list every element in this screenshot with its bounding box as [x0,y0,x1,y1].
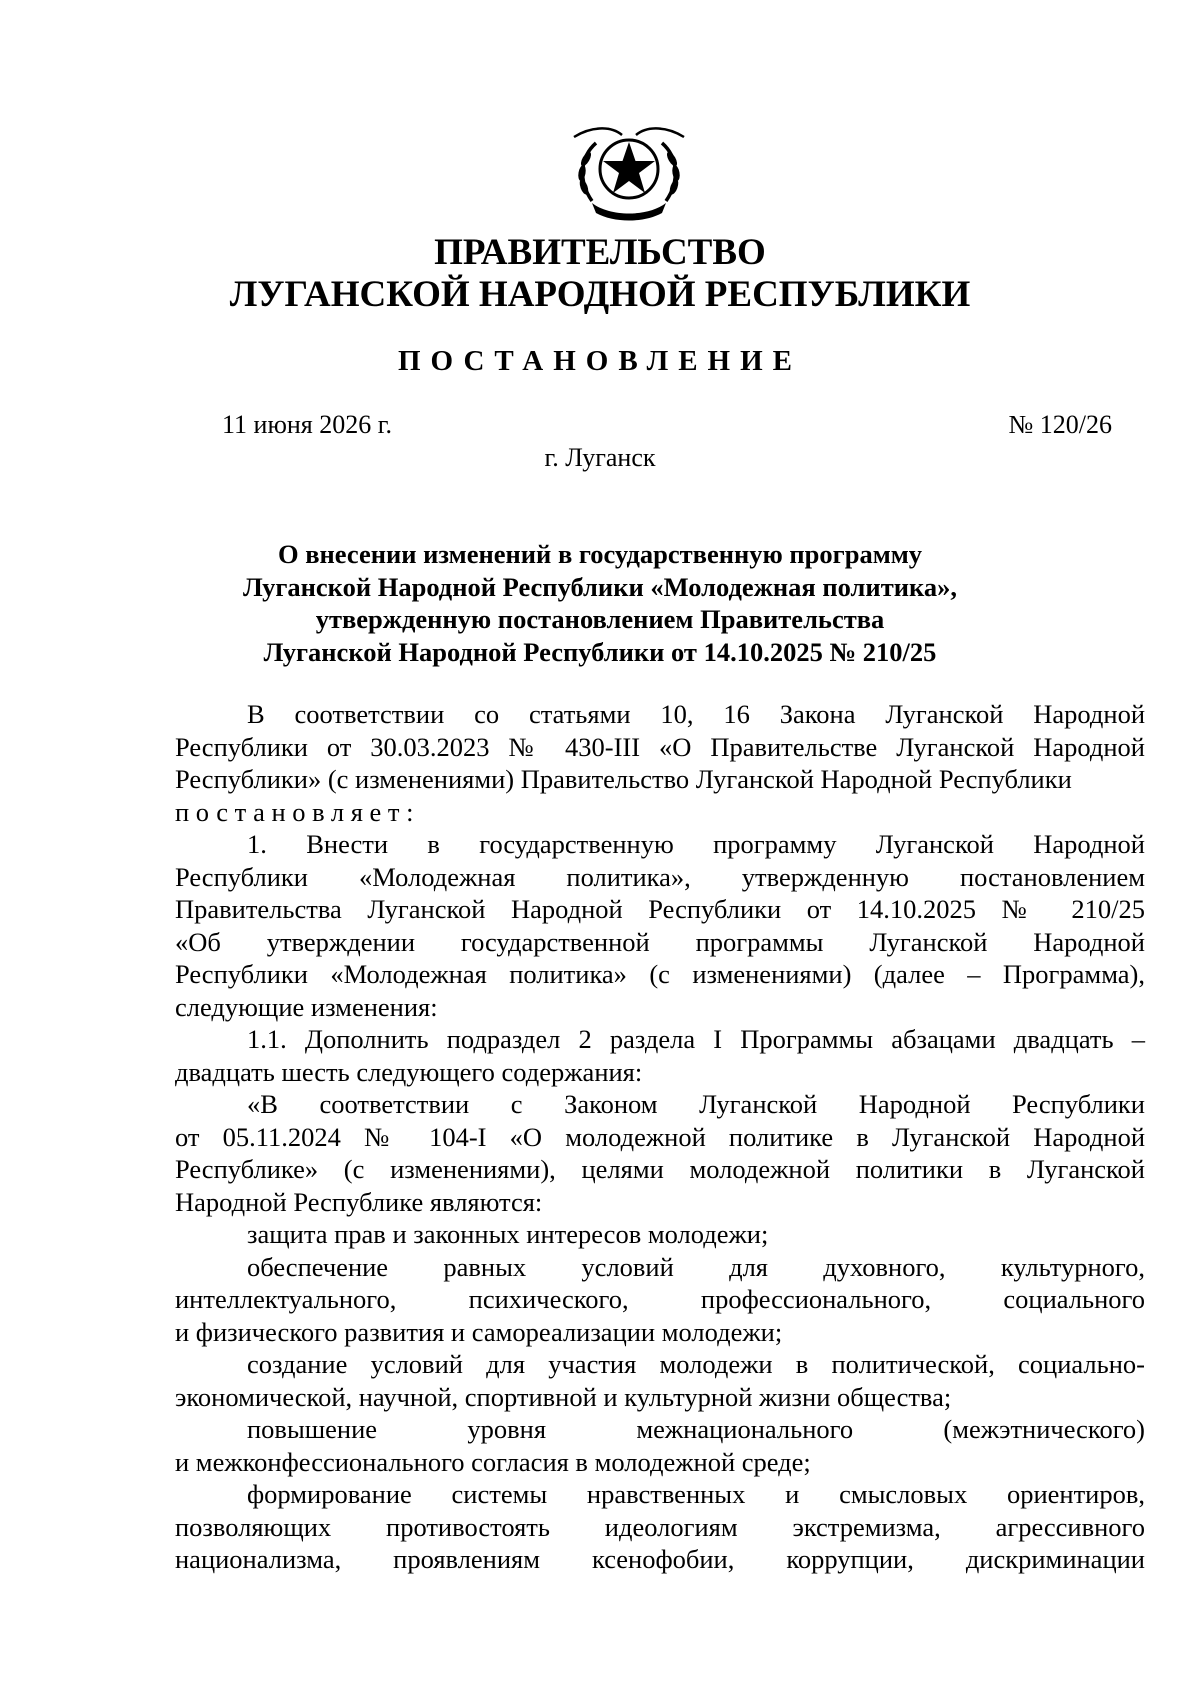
body-line: 1. Внести в государственную программу Луганской Народной [247,829,1145,859]
body-line: «В соответствии с Законом Луганской Народной Республики [247,1089,1145,1119]
body-line: Республики «Молодежная политика», утвержденную постановлением [175,861,1145,892]
body-line: В соответствии со статьями 10, 16 Закона Луганской Народной [247,699,1145,729]
body-line: защита прав и законных интересов молодежи; [247,1219,769,1249]
body-line: обеспечение равных условий для духовного, культурного, [247,1251,1145,1282]
body-line: от 05.11.2024 № 104-I «О молодежной политике в Луганской Народной [175,1121,1145,1152]
body-line: Республики «Молодежная политика» (с изменениями) (далее – Программа), [175,959,1145,989]
body-line: «Об утверждении государственной программы Луганской Народной [175,926,1145,957]
body-line: и физического развития и самореализации молодежи; [175,1316,783,1347]
body-line: Правительства Луганской Народной Республики от 14.10.2025 № 210/25 [175,894,1145,924]
subject-line: Луганской Народной Республики «Молодежная политика», [243,571,957,602]
body-line: позволяющих противостоять идеологиям экстремизма, агрессивного [175,1511,1145,1542]
subject-line: утвержденную постановлением Правительства [315,604,885,634]
document-body [175,698,1145,1576]
body-line: Республике» (с изменениями), целями молодежной политики в Луганской [175,1154,1145,1184]
document-date: 11 июня 2026 г. [222,410,392,439]
document-city: г. Луганск [544,443,656,472]
body-line: Республики от 30.03.2023 № 430-III «О Правительстве Луганской Народной [175,731,1145,762]
government-title-line2: ЛУГАНСКОЙ НАРОДНОЙ РЕСПУБЛИКИ [229,274,971,315]
body-line: повышение уровня межнационального (межэтнического) [247,1414,1145,1444]
body-line: экономической, научной, спортивной и культурной жизни общества; [175,1381,952,1412]
body-line: формирование системы нравственных и смысловых ориентиров, [247,1479,1145,1509]
government-title-line1: ПРАВИТЕЛЬСТВО [434,232,766,273]
body-line: национализма, проявлениям ксенофобии, коррупции, дискриминации [175,1544,1145,1574]
document-number: № 120/26 [1008,410,1112,439]
body-line: двадцать шесть следующего содержания: [175,1056,643,1087]
coat-of-arms-icon [566,123,692,223]
subject-line: Луганской Народной Республики от 14.10.2025 № 210/25 [263,636,937,667]
body-line: следующие изменения: [175,991,438,1022]
body-line: интеллектуального, психического, профессионального, социального [175,1284,1145,1314]
body-line: и межконфессионального согласия в молодежной среде; [175,1446,811,1477]
subject-line: О внесении изменений в государственную программу [277,539,923,569]
document-subject [150,538,1050,668]
document-type: ПОСТАНОВЛЕНИЕ [397,345,802,377]
body-line: Республики» (с изменениями) Правительство Луганской Народной Республики [175,764,1072,794]
body-line: Народной Республике являются: [175,1186,543,1217]
body-line: постановляет: [175,796,421,827]
body-line: 1.1. Дополнить подраздел 2 раздела I Программы абзацами двадцать – [247,1024,1145,1054]
body-line: создание условий для участия молодежи в политической, социально- [247,1349,1145,1379]
